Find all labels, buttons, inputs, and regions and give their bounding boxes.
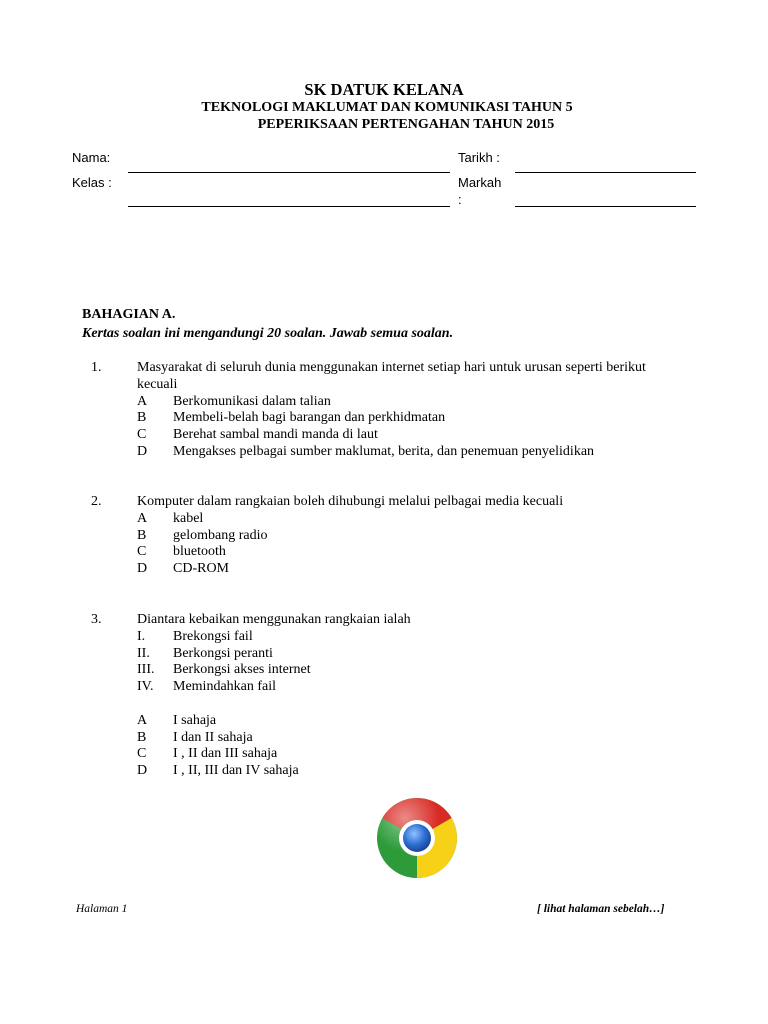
option-label: C	[137, 544, 147, 560]
markah-colon: :	[458, 192, 462, 207]
option-text: CD-ROM	[173, 561, 230, 577]
option-text: I dan II sahaja	[173, 729, 253, 745]
option-label: A	[137, 393, 148, 409]
option-label: B	[137, 410, 147, 426]
question-text: Masyarakat di seluruh dunia menggunakan internet setiap hari untuk urusan seperti berikut kecuali	[137, 360, 646, 392]
option-label: A	[137, 510, 148, 526]
markah-label: Markah	[458, 175, 502, 190]
statement-text: Brekongsi fail	[173, 628, 253, 644]
markah-line	[515, 206, 696, 207]
statement-text: Berkongsi peranti	[173, 645, 273, 661]
kelas-line	[128, 206, 450, 207]
option-text: gelombang radio	[173, 527, 268, 543]
statement-label: III.	[137, 662, 155, 678]
nama-label: Nama:	[72, 150, 111, 165]
section-title: BAHAGIAN A.	[82, 307, 176, 322]
exam-title: PEPERIKSAAN PERTENGAHAN TAHUN 2015	[257, 117, 555, 132]
statement-label: IV.	[137, 679, 154, 695]
chrome-logo-icon	[375, 796, 459, 880]
statement-label: I.	[137, 628, 146, 644]
question-2	[0, 494, 768, 584]
next-page-note: [ lihat halaman sebelah…]	[537, 903, 665, 915]
option-text: Mengakses pelbagai sumber maklumat, berita, dan penemuan penyelidikan	[173, 444, 595, 459]
kelas-label: Kelas :	[72, 175, 112, 190]
page-number: Halaman 1	[76, 903, 128, 915]
question-text: Diantara kebaikan menggunakan rangkaian ialah	[137, 612, 411, 627]
school-name: SK DATUK KELANA	[304, 80, 464, 99]
question-3	[0, 612, 768, 787]
question-number: 3.	[91, 612, 102, 627]
option-label: B	[137, 527, 147, 543]
tarikh-label: Tarikh :	[458, 150, 500, 165]
statement-text: Memindahkan fail	[173, 679, 277, 695]
option-text: I , II, III dan IV sahaja	[173, 763, 299, 779]
option-text: I sahaja	[173, 712, 217, 728]
option-text: Berkomunikasi dalam talian	[173, 393, 331, 409]
option-label: A	[137, 712, 148, 728]
subject-title: TEKNOLOGI MAKLUMAT DAN KOMUNIKASI TAHUN 5	[201, 100, 573, 115]
statement-label: II.	[137, 645, 150, 661]
option-text: I , II dan III sahaja	[173, 746, 278, 762]
statement-text: Berkongsi akses internet	[173, 662, 311, 678]
question-text: Komputer dalam rangkaian boleh dihubungi melalui pelbagai media kecuali	[137, 494, 564, 509]
option-text: Berehat sambal mandi manda di laut	[173, 427, 378, 443]
option-label: B	[137, 729, 147, 745]
question-1	[0, 360, 768, 470]
option-label: D	[137, 561, 148, 577]
option-text: kabel	[173, 510, 204, 526]
question-number: 2.	[91, 494, 102, 509]
option-text: bluetooth	[173, 544, 226, 560]
option-label: C	[137, 746, 147, 762]
nama-line	[128, 172, 450, 173]
option-label: D	[137, 763, 148, 779]
option-label: D	[137, 444, 148, 459]
tarikh-line	[515, 172, 696, 173]
section-instruction: Kertas soalan ini mengandungi 20 soalan. Jawab semua soalan.	[82, 326, 454, 341]
option-label: C	[137, 427, 147, 443]
question-number: 1.	[91, 360, 102, 375]
option-text: Membeli-belah bagi barangan dan perkhidmatan	[173, 410, 446, 426]
